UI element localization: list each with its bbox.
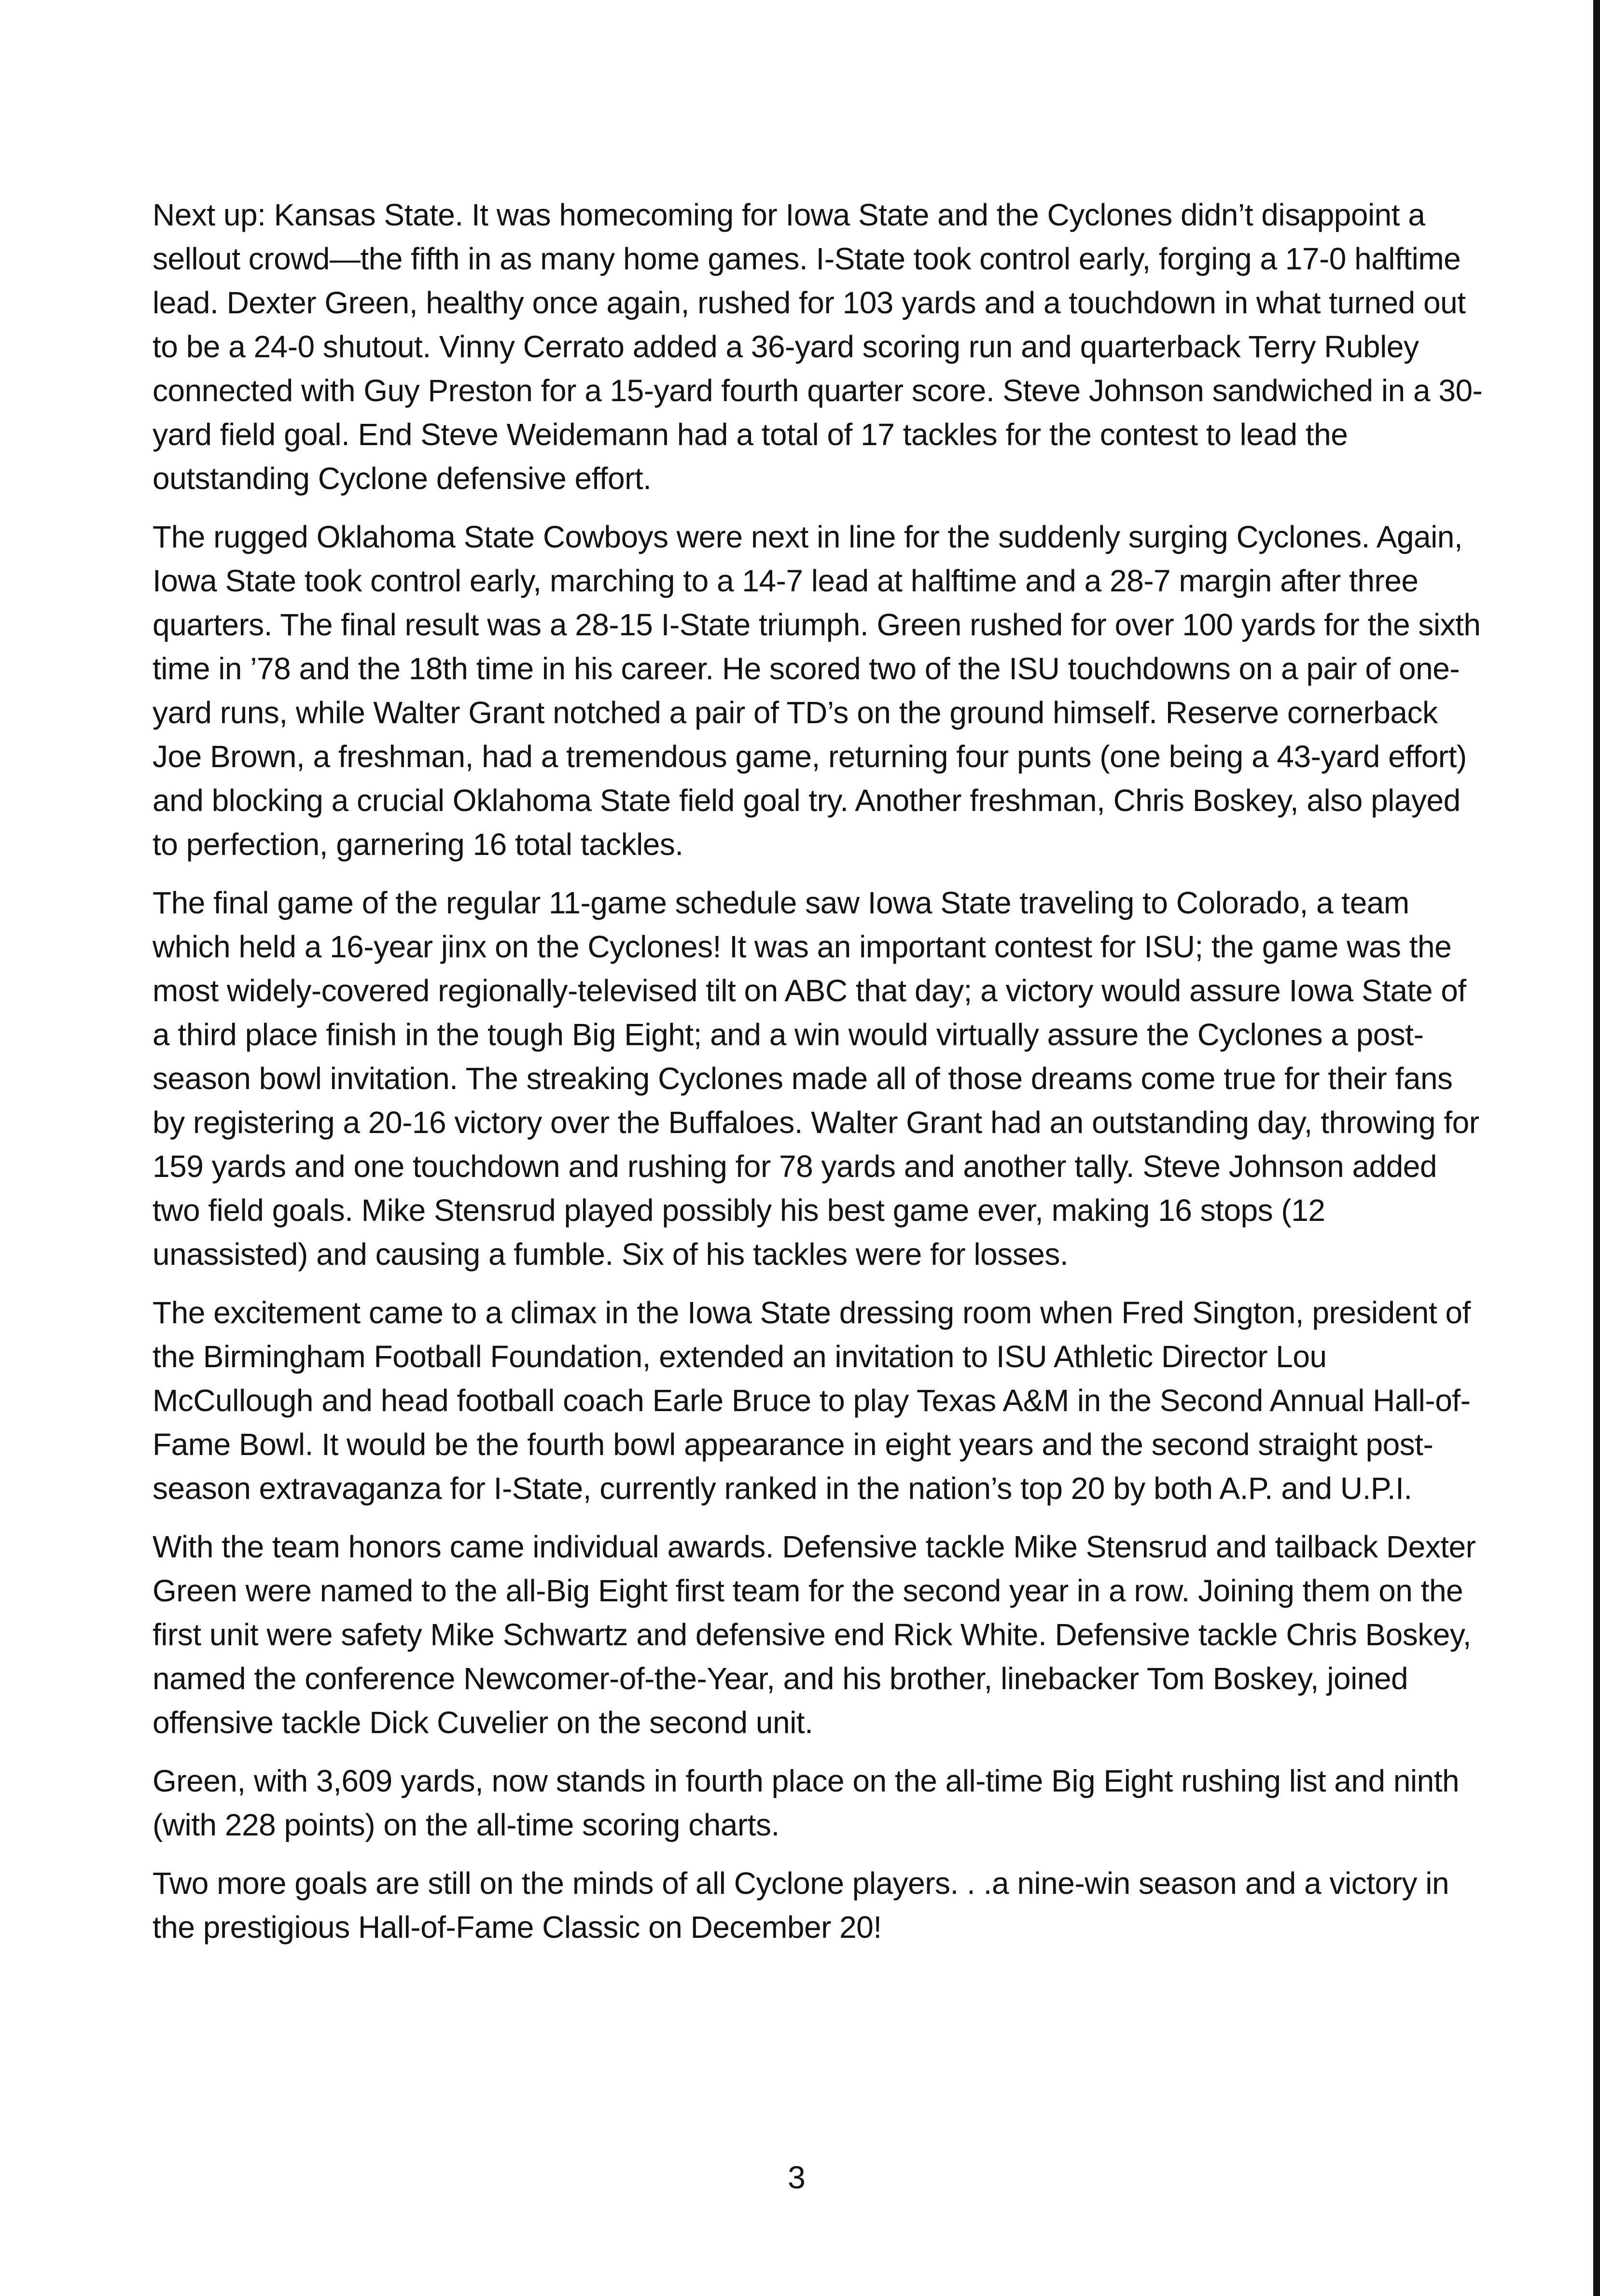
paragraph-green-rushing: Green, with 3,609 yards, now stands in fourth place on the all-time Big Eight rushing list and ninth (with 228 points) on the all-time scoring charts. (153, 1764, 1460, 1842)
page-edge-border (1593, 0, 1600, 2296)
paragraph-kansas-state: Next up: Kansas State. It was homecoming for Iowa State and the Cyclones didn’t disappoint a sellout crowd—the fifth in as many home games. I-State took control early, forging a 17-0 halftime lead. Dexter Green, healthy once again, rushed for 103 yards and a touchdown in what turned out to be a 24-0 shutout. Vinny Cerrato added a 36-yard scoring run and quarterback Terry Rubley connected with Guy Preston for a 15-yard fourth quarter score. Steve Johnson sandwiched in a 30-yard field goal. End Steve Weidemann had a total of 17 tackles for the contest to lead the outstanding Cyclone defensive effort. (153, 197, 1483, 496)
paragraph-bowl-invitation: The excitement came to a climax in the Iowa State dressing room when Fred Sington, president of the Birmingham Football Foundation, extended an invitation to ISU Athletic Director Lou McCullough and head football coach Earle Bruce to play Texas A&M in the Second Annual Hall-of-Fame Bowl. It would be the fourth bowl appearance in eight years and the second straight post-season extravaganza for I-State, currently ranked in the nation’s top 20 by both A.P. and U.P.I. (153, 1295, 1471, 1506)
paragraph-individual-awards: With the team honors came individual awards. Defensive tackle Mike Stensrud and tailback Dexter Green were named to the all-Big Eight first team for the second year in a row. Joining them on the first unit were safety Mike Schwartz and defensive end Rick White. Defensive tackle Chris Boskey, named the conference Newcomer-of-the-Year, and his brother, linebacker Tom Boskey, joined offensive tackle Dick Cuvelier on the second unit. (153, 1529, 1476, 1740)
body-text-column (153, 193, 1485, 1964)
paragraph-oklahoma-state: The rugged Oklahoma State Cowboys were next in line for the suddenly surging Cyclones. Again, Iowa State took control early, marching to a 14-7 lead at halftime and a 28-7 margin after three quarters. The final result was a 28-15 I-State triumph. Green rushed for over 100 yards for the sixth time in ’78 and the 18th time in his career. He scored two of the ISU touchdowns on a pair of one-yard runs, while Walter Grant notched a pair of TD’s on the ground himself. Reserve cornerback Joe Brown, a freshman, had a tremendous game, returning four punts (one being a 43-yard effort) and blocking a crucial Oklahoma State field goal try. Another freshman, Chris Boskey, also played to perfection, garnering 16 total tackles. (153, 519, 1481, 862)
page-number: 3 (788, 2159, 806, 2195)
paragraph-colorado: The final game of the regular 11-game schedule saw Iowa State traveling to Colorado, a team which held a 16-year jinx on the Cyclones! It was an important contest for ISU; the game was the most widely-covered regionally-televised tilt on ABC that day; a victory would assure Iowa State of a third place finish in the tough Big Eight; and a win would virtually assure the Cyclones a post-season bowl invitation. The streaking Cyclones made all of those dreams come true for their fans by registering a 20-16 victory over the Buffaloes. Walter Grant had an outstanding day, throwing for 159 yards and one touchdown and rushing for 78 yards and another tally. Steve Johnson added two field goals. Mike Stensrud played possibly his best game ever, making 16 stops (12 unassisted) and causing a fumble. Six of his tackles were for losses. (153, 885, 1479, 1272)
paragraph-remaining-goals: Two more goals are still on the minds of all Cyclone players. . .a nine-win season and a victory in the prestigious Hall-of-Fame Classic on December 20! (153, 1866, 1449, 1945)
